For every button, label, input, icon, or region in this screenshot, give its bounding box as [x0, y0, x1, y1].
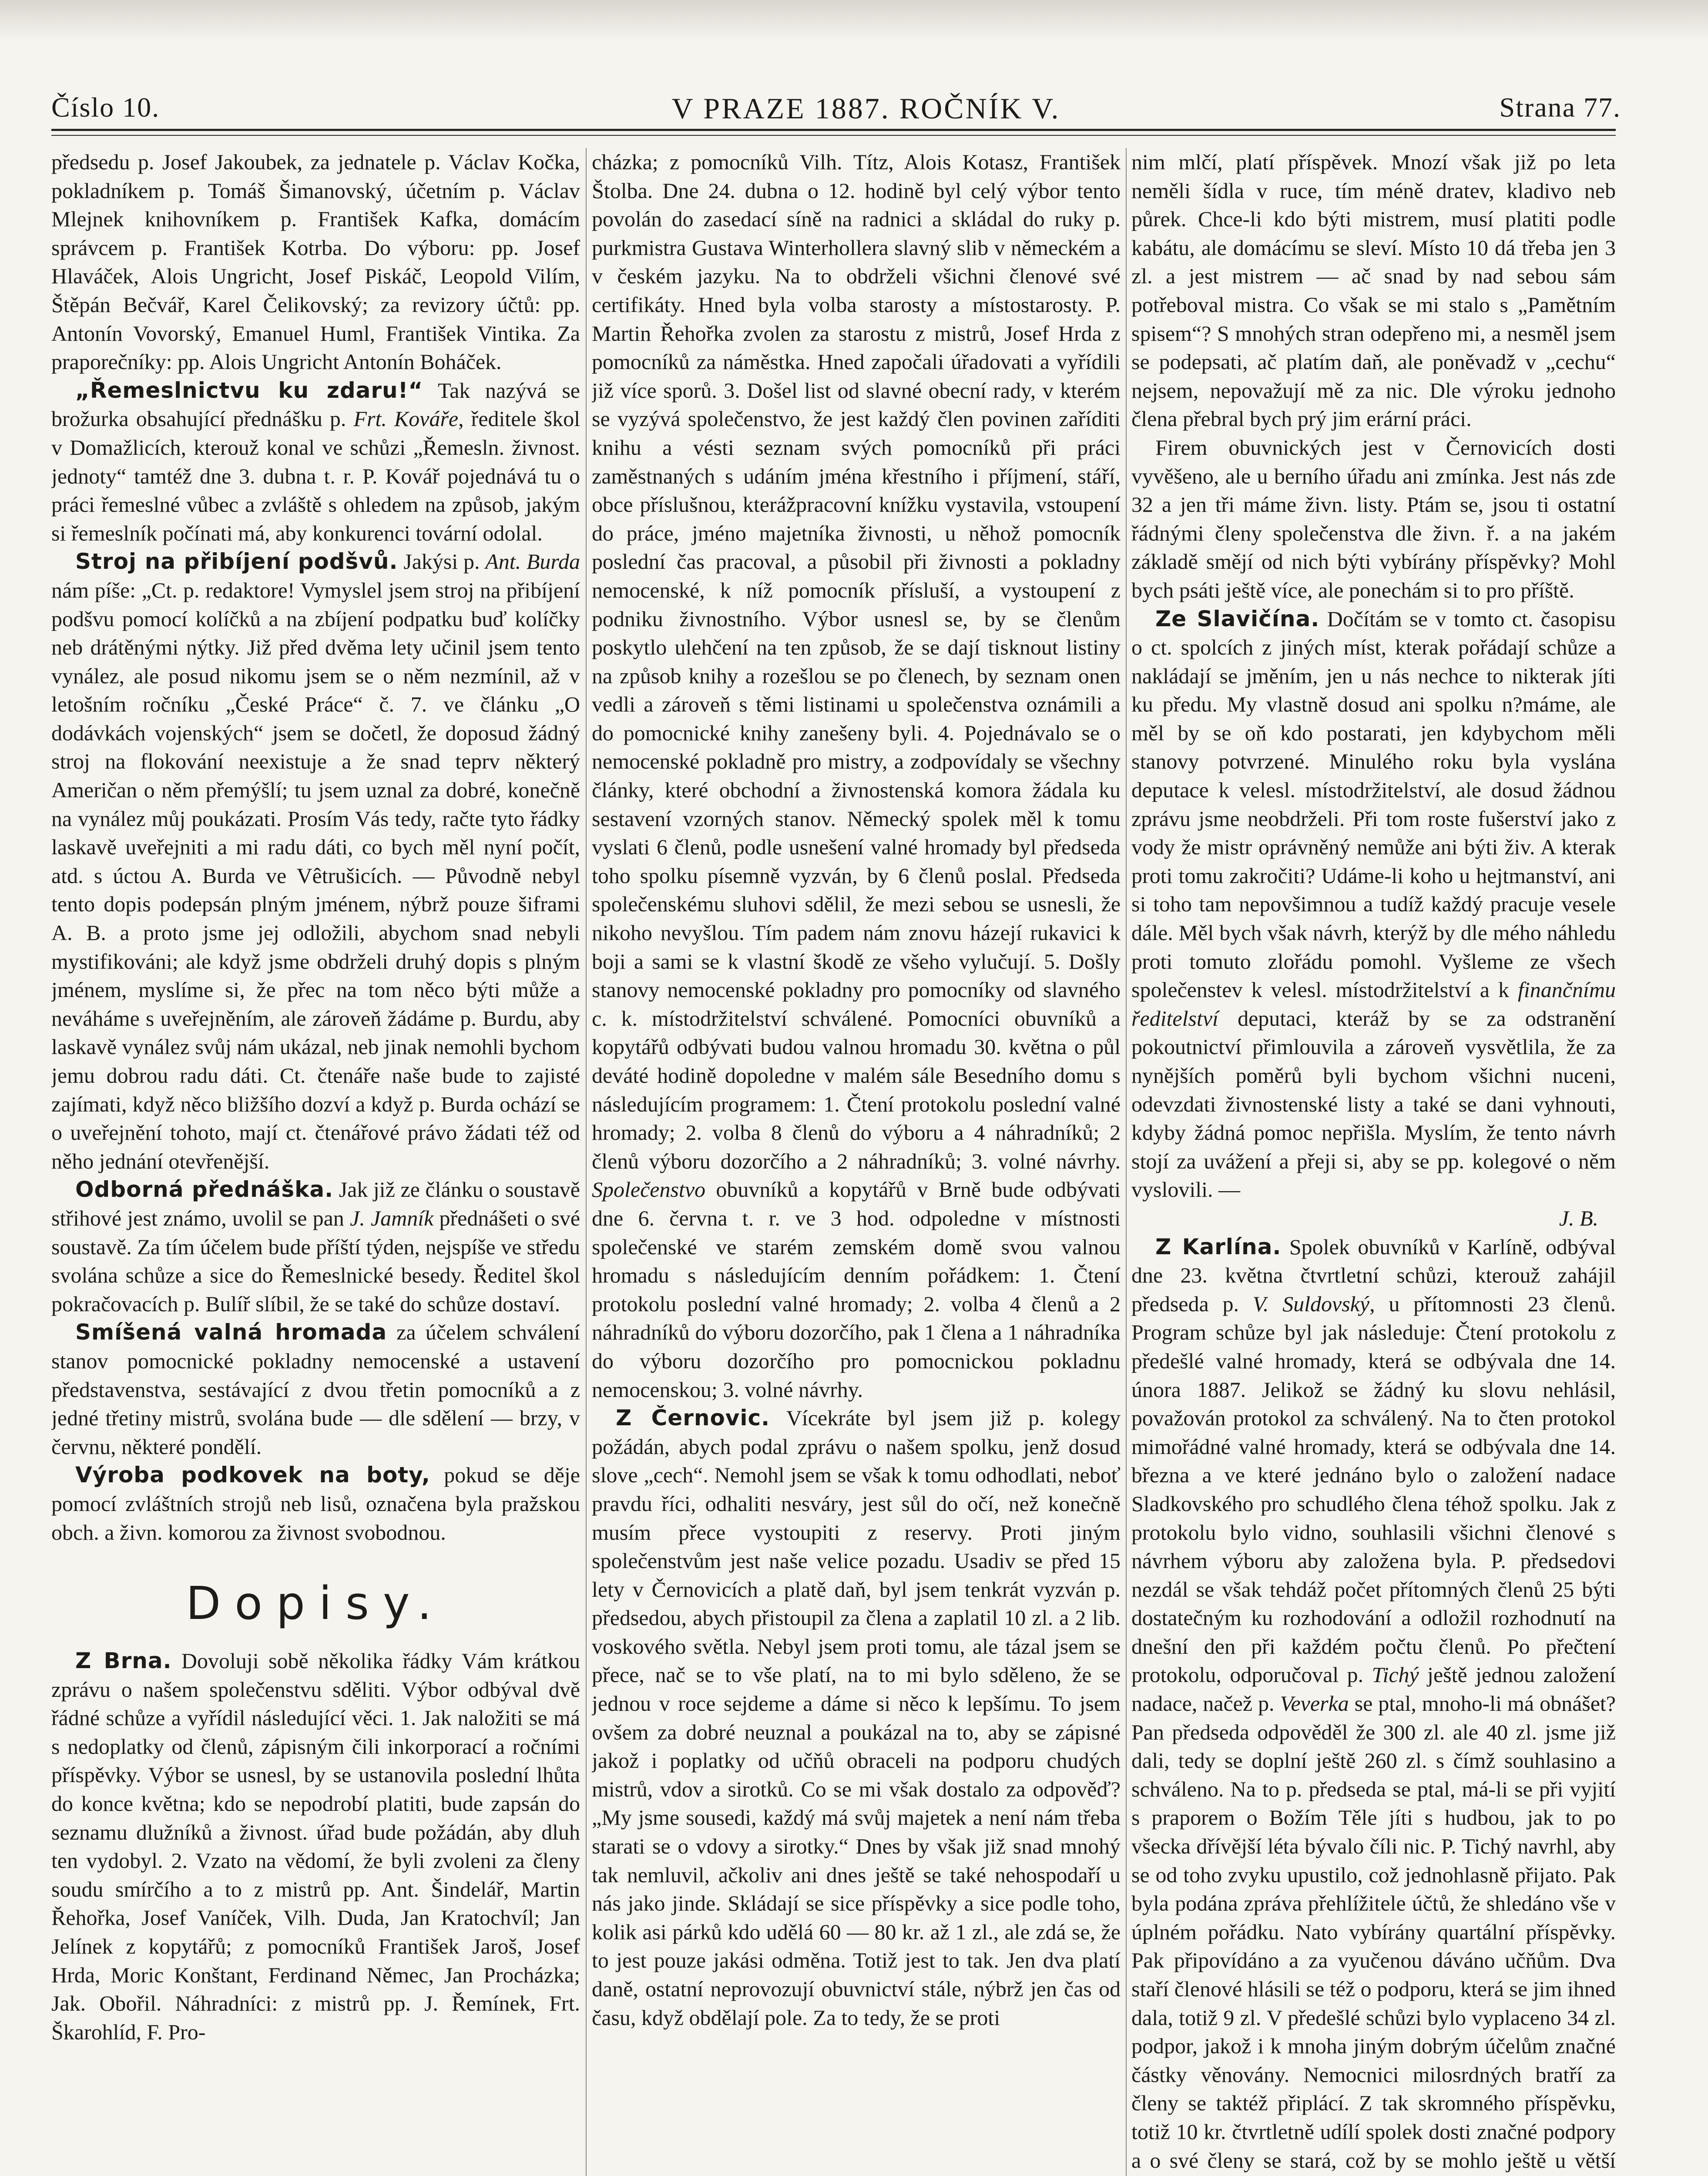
column-3	[1131, 148, 1616, 2176]
signature: J. B.	[1559, 1206, 1598, 1230]
article-heading: Stroj na přibíjení podšvů.	[75, 549, 398, 574]
article-heading: Odborná přednáška.	[75, 1177, 334, 1202]
article-podkovky: Výroba podkovek na boty, pokud se děje pomocí zvláštních strojů neb lisů, označena byla pražskou obch. a živn. komorou za živnost svobodnou.	[51, 1462, 580, 1545]
article-prednaska: Odborná přednáška. Jak již ze článku o soustavě střihové jest známo, uvolil se pan J. Jamník přednášeti o své soustavě. Za tím účelem bude příští týden, nejspíše ve středu svolána schůze a sice do Řemeslnické besedy. Ředitel škol pokračovacích p. Bulíř slíbil, že se také do schůze dostaví.	[51, 1177, 580, 1316]
article-heading: Z Černovic.	[616, 1405, 770, 1431]
article-remeslnictvu: „Řemeslnictvu ku zdaru!“ Tak nazývá se brožurka obsahující přednášku p. Frt. Kováře, ředitele škol v Domažlicích, kterouž konal ve schůzi „Řemesln. živnost. jednoty“ tamtéž dne 3. dubna t. r. P. Kovář pojednává tu o práci řemeslné vůbec a zvláště s ohledem na způsob, jakým si řemeslník počínati má, aby konkurenci tovární odolal.	[51, 377, 580, 545]
article-stroj: Stroj na přibíjení podšvů. Jakýsi p. Ant. Burda nám píše: „Ct. p. redaktore! Vymyslel jsem stroj na přibíjení podšvu pomocí kolíčků a na zbíjení podpatku buď kolíčky neb drátěnými nýtky. Již před dvěma lety učinil jsem tento vynález, ale posud nikomu jsem se o něm nezmínil, až v letošním ročníku „České Práce“ č. 7. ve článku „O dodávkách vojenských“ jsem se dočetl, že doposud žádný stroj na flokování neexistuje a že snad teprv některý Američan o něm přemýšlí; tu jsem uznal za dobré, konečně na vynález můj poukázati. Prosím Vás tedy, račte tyto řádky laskavě uveřejniti a mi radu dáti, co bych měl nyní počít, atd. s úctou A. Burda ve Vêtrušicích. — Původně nebyl tento dopis podepsán plným jménem, nýbrž pouze šiframi A. B. a proto jsme jej odložili, abychom snad nebyli mystifikováni; ale když jsme obdrželi druhý dopis s plným jménem, myslíme si, že přec na tom něco býti může a neváháme s uveřejněním, ale zároveň žádáme p. Burdu, aby laskavě vynález svůj nám ukázal, neb jinak nemohli bychom jemu dobrou radu dáti. Ct. čtenáře naše bude to zajisté zajímati, když něco bližšího dozví a když p. Burda ochází se o uveřejnění tohoto, mají ct. čtenářové právo žádati též od něho jednání otevřenější.	[51, 549, 580, 1173]
article-heading: Ze Slavičína.	[1155, 606, 1320, 631]
column-2	[592, 148, 1121, 2176]
header-rule	[51, 129, 1616, 131]
paragraph: Firem obuvnických jest v Černovicích dosti vyvěšeno, ale u berního úřadu ani zmínka. Jest nás zde 32 a jen tři máme živn. listy. Ptám se, jsou ti ostatní řádnými členy společenstva dle živn. ř. a na jakém základě smějí od nich býti vybírány příspěvky? Mohl bych psáti ještě více, ale ponechám si to pro příště.	[1131, 435, 1616, 602]
column-divider	[1126, 148, 1127, 2176]
scan-edge	[0, 0, 1708, 41]
article-heading: „Řemeslnictvu ku zdaru!“	[75, 377, 423, 403]
page-number: Strana 77.	[1499, 92, 1621, 123]
article-hromada: Smíšená valná hromada za účelem schválení stanov pomocnické pokladny nemocenské a ustavení představenstva, sestávající z dvou třetin pomocníků a z jedné třetiny mistrů, svolána bude — dle sdělení — brzy, v červnu, některé pondělí.	[51, 1320, 580, 1459]
paragraph: předsedu p. Josef Jakoubek, za jednatele p. Václav Kočka, pokladníkem p. Tomáš Šimanovský, účetním p. Václav Mlejnek knihovníkem p. František Kafka, domácím správcem p. František Kotrba. Do výboru: pp. Josef Hlaváček, Alois Ungricht, Josef Piskáč, Leopold Vilím, Štěpán Bečvář, Karel Čelikovský; za revizory účtů: pp. Antonín Vovorský, Emanuel Huml, František Vintika. Za praporečníky: pp. Alois Ungricht Antonín Boháček.	[51, 150, 580, 374]
article-heading: Smíšená valná hromada	[75, 1320, 387, 1345]
letter-slavicin: Ze Slavičína. Dočítám se v tomto ct. časopisu o ct. spolcích z jiných míst, kterak pořádají schůze a nakládají se jměním, jen u nás nechce to nikterak jíti ku předu. My vlastně dosud ani spolku n?máme, ale měl by se oň kdo postarati, jen kdybychom měli stanovy potvrzené. Minulého roku byla vyslána deputace k velesl. místodržitelství, ale dosud žádnou zprávu jsme neobdrželi. Při tom roste fušerství jako z vody že mistr oprávněný nemůže ani býti živ. A kterak proti tomu zakročiti? Udáme-li koho u hejtmanství, ani si toho tam nepovšimnou a tudíž každý pracuje vesele dále. Měl bych však návrh, kterýž by dle mého náhledu proti tomuto zlořádu pomohl. Vyšleme ze všech společenstev k velesl. místodržitelství a k finančnímu ředitelství deputaci, kteráž by se za odstranění pokoutnictví přimlouvila a zároveň vysvětlila, že za nynějších poměrů byli bychom všichni nuceni, odevzdati živnostenské listy a také se dani vyhnouti, kdyby žádná pomoc nepřišla. Myslím, že tento návrh stojí za uvážení a přeji si, aby se pp. kolegové o něm vyslovili. — J. B.	[1131, 605, 1616, 1233]
article-heading: Z Brna.	[75, 1648, 172, 1674]
letter-karlin: Z Karlína. Spolek obuvníků v Karlíně, odbýval dne 23. května čtvrtletní schůzi, kterouž zahájil předseda p. V. Suldovský, u přítomnosti 23 členů. Program schůze byl jak následuje: Čtení protokolu z předešlé valné hromady, která se odbývala dne 14. února 1887. Jelikož se žádný ku slovu nehlásil, považován protokol za schválený. Na to čten protokol mimořádné valné hromady, která se odbývala dne 14. března a ve které jednáno bylo o založení nadace Sladkovského pro schudlého člena téhož spolku. Jak z protokolu bylo vidno, souhlasili všichni členové s návrhem výboru aby založena byla. P. předsedovi nezdál se však tehdáž počet přítomných členů 25 býti dostatečným ku rozhodování a odložil rozhodnutí na dnešní den při každém počtu členů. Po přečtení protokolu, odporučoval p. Tichý ještě jednou založení nadace, načež p. Veverka se ptal, mnoho-li má obnášet? Pan předseda odpověděl že 300 zl. ale 40 zl. jsme již dali, tedy se doplní ještě 260 zl. s čímž souhlasino a schváleno. Na to p. předseda se ptal, má-li se při vyjití s praporem o Božím Těle jíti s hudbou, jak to po všecka dřívější léta bývalo číli nic. P. Tichý navrhl, aby se od toho zvyku upustilo, což jednohlasně přijato. Pak byla podána zpráva přehlížitele účtů, že shledáno vše v úplném pořádku. Nato vybírány quartální příspěvky. Pak připovídáno a za vyučenou dáváno učňům. Dva staří členové hlásili se též o podporu, která se jim ihned dala, totiž 9 zl. V předešlé schůzi bylo vyplaceno 34 zl. podpor, jakož i k mnoha jiným dobrým účelům značné částky věnovány. Nemocnici milosrdných bratří za členy se taktéž připlácí. Z tak skromného příspěvku, totiž 10 kr. čtvrtletně udílí spolek dosti značné podpory a o své členy se stará, což by se mohlo ještě u větší	[1131, 1234, 1616, 2173]
article-heading: Výroba podkovek na boty,	[75, 1462, 430, 1488]
paragraph: nim mlčí, platí příspěvek. Mnozí však již po leta neměli šídla v ruce, tím méně dratev, kladivo neb půrek. Chce-li kdo býti mistrem, musí platiti podle kabátu, ale domácímu se sleví. Místo 10 dá třeba jen 3 zl. a jest mistrem — ač snad by nad sebou sám potřeboval mistra. Co však se mi stalo s „Pamětním spisem“? S mnohých stran odepřeno mi, a nesměl jsem se podepsati, ač platím daň, ale poněvadž v „cechu“ nejsem, nepovažují mě za nic. Dle výroku jednoho člena přebral bych prý jim erární práci.	[1131, 150, 1616, 431]
column-1	[51, 148, 580, 2176]
issue-number: Číslo 10.	[51, 92, 160, 123]
letter-cernovice: Z Černovic. Vícekráte byl jsem již p. kolegy požádán, abych podal zprávu o našem spolku, jenž dosud slove „cech“. Nemohl jsem se však k tomu odhodlati, neboť pravdu říci, odhaliti nesváry, jest sůl do očí, než konečně musím přece vystoupiti z reservy. Proti jiným společenstvům jest naše velice pozadu. Usadiv se před 15 lety v Černovicích a platě daň, byl jsem tenkrát vyzván p. předsedou, abych přistoupil za člena a zaplatil 10 zl. a 2 lib. voskového světla. Nebyl jsem proti tomu, ale tázal jsem se přece, nač se to vše platí, na to mi bylo sděleno, že se jednou v roce sejdeme a dáme si něco k lepšímu. To jsem ovšem za dobré neuznal a poukázal na to, aby se zápisné jakož i poplatky od učňů obraceli na podporu chudých mistrů, vdov a sirotků. Co se mi však dostalo za odpověď? „My jsme sousedi, každý má svůj majetek a není nám třeba starati se o vdovy a sirotky.“ Dnes by však již snad mnohý tak nemluvil, ačkoliv ani dnes ještě se také nehospodaří u nás jako jinde. Skládají se sice příspěvky a sice podle toho, kolik asi párků kdo udělá 60 — 80 kr. až 1 zl., ale zdá se, že to jest pouze jakási odměna. Totiž jest to tak. Jen dva platí daně, ostatní neprovozují obuvnictví stále, nýbrž jen čas od času, když obdělají pole. Za to tedy, že se proti	[592, 1405, 1121, 2030]
letter-brno: Z Brna. Dovoluji sobě několika řádky Vám krátkou zprávu o našem společenstvu sděliti. Výbor odbýval dvě řádné schůze a vyřídil následující věci. 1. Jak naložiti se má s nedoplatky od členů, zápisným čili inkorporací a ročními příspěvky. Výbor se usnesl, by se ustanovila poslední lhůta do konce května; kdo se nepodrobí platiti, bude zapsán do seznamu dlužníků a živnost. úřad bude požádán, aby dluh ten vydobyl. 2. Vzato na vědomí, že byli zvoleni za členy soudu smírčího a to z mistrů pp. Ant. Šindelář, Martin Řehořka, Josef Vaníček, Vilh. Duda, Jan Kratochvíl; Jan Jelínek z kopytářů; z pomocníků František Jaroš, Josef Hrda, Moric Konštant, Ferdinand Němec, Jan Procházka; Jak. Obořil. Náhradníci: z mistrů pp. J. Řemínek, Frt. Škarohlíd, F. Pro-	[51, 1648, 580, 2044]
article-heading: Z Karlína.	[1155, 1234, 1282, 1259]
column-divider	[586, 148, 587, 2176]
masthead-place-year: V PRAZE 1887. ROČNÍK V.	[671, 92, 1060, 125]
paragraph: cházka; z pomocníků Vilh. Títz, Alois Kotasz, František Štolba. Dne 24. dubna o 12. hodině byl celý výbor tento povolán do zasedací síně na radnici a skládal do ruky p. purkmistra Gustava Winterhollera slavný slib v německém a v českém jazyku. Na to obdrželi všichni členové své certifikáty. Hned byla volba starosty a místostarosty. P. Martin Řehořka zvolen za starostu z mistrů, Josef Hrda z pomocníků za náměstka. Hned započali úřadovati a vyřídili již více sporů. 3. Došel list od slavné obecní rady, v kterém se vyzývá společenstvo, že jest každý člen povinen zaříditi knihu a vésti seznam svých pomocníků při práci zaměstnaných s udáním jména křestního i příjmení, stáří, obce příslušnou, kterážpracovní knížku vystavila, vstoupení do práce, jméno majetníka živnosti, u něhož pomocník poslední čas pracoval, a působil při živnosti a pokladny nemocenské, k níž pomocník přísluší, a vystoupení z podniku živnostního. Výbor usnesl se, by se členům poskytlo ulehčení na ten způsob, že se dají tisknout listiny na způsob knihy a rozešlou se po členech, by seznam onen vedli a zároveň s těmi listinami u společenstva oznámili a do pomocnické knihy zanešeny byli. 4. Pojednávalo se o nemocenské pokladně pro mistry, a zodpovídaly se všechny články, které obchodní a živnostenská komora žádala ku sestavení vzorných stanov. Německý spolek měl k tomu vyslati 6 členů, podle usnešení valné hromady byl předseda toho spolku písemně vyzván, by 6 členů poslal. Předseda společenskému sluhovi sdělil, že mezi sebou se usnesli, že nikoho nevyšlou. Tím padem nám znovu házejí rukavici k boji a sami se k vlastní škodě ze všeho vylučují. 5. Došly stanovy nemocenské pokladny pro pomocníky od slavného c. k. místodržitelství schválené. Pomocníci obuvníků a kopytářů odbývati budou valnou hromadu 30. května o půl deváté hodině dopoledne v malém sále Besedního domu s následujícím programem: 1. Čtení protokolu poslední valné hromady; 2. volba 8 členů do výboru a 4 náhradníků; 2 členů výboru dozorčího a 2 náhradníků; 3. volné návrhy. Společenstvo obuvníků a kopytářů v Brně bude odbývati dne 6. června t. r. ve 3 hod. odpoledne v místnosti společenské ve starém zemském domě svou valnou hromadu s následujícím denním pořádkem: 1. Čtení protokolu poslední valné hromady; 2. volba 4 členů a 2 náhradníků do výboru dozorčího, pak 1 člena a 1 náhradníka do výboru dozorčího pro pomocnickou pokladnu nemocenskou; 3. volné návrhy.	[592, 150, 1121, 1402]
section-title: Dopisy.	[186, 1577, 446, 1630]
header-rule-thin	[51, 135, 1616, 136]
